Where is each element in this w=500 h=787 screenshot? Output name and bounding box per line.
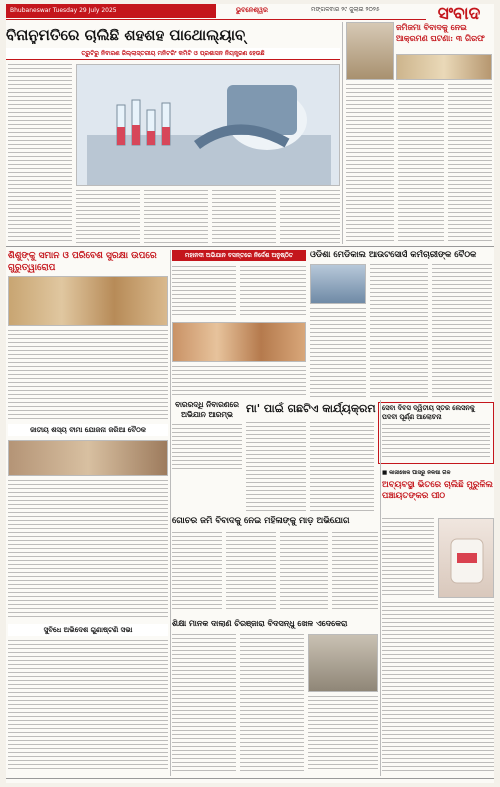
mid-story2-headline: ଗୋଚର ଜମି ବିବାଦକୁ ନେଇ ମହିଳାଙ୍କୁ ମାଡ଼ ଅଭିଯୋଗ — [172, 516, 350, 526]
bottom-mid-col-1 — [172, 634, 236, 772]
right-top-photo-police — [346, 22, 394, 80]
main-story-col-5 — [280, 190, 340, 244]
right-top-col-3 — [448, 84, 492, 244]
right-top-col-2 — [398, 84, 444, 244]
mid-photo-crowd — [172, 322, 306, 362]
right-story2-col-3 — [310, 308, 366, 400]
left-story3-photo — [8, 440, 168, 476]
right-top-col-1 — [346, 84, 394, 244]
main-story-col-2 — [76, 190, 140, 244]
right-bottom-col-2 — [382, 602, 494, 772]
mid-banner: ମହାନଦୀ ଅଭିଯାନ ବସନ୍ତରେ ନିର୍ଦ୍ଦେଶ ଅନୁଷ୍ଠିତ — [172, 250, 306, 261]
left-story2-col-1 — [8, 330, 168, 420]
mid-banner-col-1 — [172, 266, 236, 318]
mid-story-headline: ମା' ପାଇଁ ଗଛଟିଏ କାର୍ଯ୍ୟକ୍ରମ — [246, 402, 376, 415]
mid-story2-col-1 — [172, 532, 222, 612]
location-date-bar: Bhubaneswar Tuesday 29 July 2025 — [6, 4, 216, 18]
main-headline: ବିନାନୁମତିରେ ଚାଲିଛି ଶହଶହ ପାଥୋଲ୍ୟାବ୍ — [6, 26, 246, 44]
main-story-col-4 — [212, 190, 276, 244]
right-story2-col-2 — [432, 264, 492, 400]
right-story2-headline: ଓଡିଶା ମେଡିକାଲ ଆଉଟସୋର୍ସ କର୍ମଚାରୀଙ୍କ ବୈଠକ — [310, 250, 477, 260]
left-story4-col-1 — [172, 424, 242, 472]
left-story5-headline: ସୁବିଧେ ଅଭିଦେଶ ଗୁଣାଷ୍ଟଣି ସଭା — [8, 624, 168, 636]
masthead-rule — [6, 19, 426, 20]
mid-photo-col-1 — [172, 366, 306, 396]
right-bottom-col-1 — [382, 518, 434, 598]
mid-story2-col-2 — [226, 532, 276, 612]
right-bottom-headline: ଅବ୍ୟବସ୍ଥା ଭିତରେ ଚାଲିଛି ମୁରୁଳିଲ ପଞ୍ଚାୟତଙ୍କର ପୀଠ — [382, 480, 493, 501]
left-story2-photo-meeting — [8, 276, 168, 326]
bottom-mid-col-2 — [240, 634, 304, 772]
main-story-col-1 — [8, 64, 72, 244]
right-bottom-kicker: ■ କାଜୀଖେଳ ପାସରୁ ନିକିଷା ଗଳ — [382, 470, 451, 476]
left-story4-headline: ବାରରଦ୍ଧି ନିବାରଣରେ ଅଭିଯାନ ଆରମ୍ଭ — [175, 400, 239, 419]
column-divider-2 — [170, 250, 171, 776]
right-bottom-photo-bandage — [438, 518, 494, 598]
bandage-illustration — [439, 519, 494, 598]
lab-illustration — [77, 65, 340, 186]
column-divider-1 — [342, 22, 343, 244]
section-name: ଭୁବନେଶ୍ୱର — [236, 6, 268, 14]
right-box-col-1 — [382, 424, 490, 460]
left-story3-col-1 — [8, 480, 168, 620]
date-odia: ମଙ୍ଗଳବାର ୨୯ ଜୁଲାଇ ୨୦୨୫ — [311, 6, 380, 13]
right-top-headline: ଜମିଜମା ବିବାଦକୁ ନେଇ ଆକ୍ରମଣ ଘଟଣା: ୩ ଗିରଫ — [396, 22, 485, 43]
right-box-headline: ସେବା ଦିବସ ଦ୍ୱିତୀୟ ସ୍ତର ଲେସନକୁ ପଦବୀ ପୂର୍ଣ୍ଣ ଆଲୋଚନା — [382, 404, 475, 421]
newspaper-logo: ସଂବାଦ — [437, 4, 481, 24]
main-story-photo-lab — [76, 64, 340, 186]
right-top-photo-group — [396, 54, 492, 80]
left-story2-headline: ଶିଶୁଙ୍କୁ ସମାନ ଓ ପରିବେଶ ସୁରକ୍ଷା ଉପରେ ଗୁରୁତ୍ୱାରୋପ — [8, 251, 157, 273]
left-story5-col-1 — [8, 640, 168, 772]
bottom-mid-col-3 — [308, 696, 378, 772]
bottom-mid-headline: ଶିକ୍ଷା ମାନକ ଦାଲାଣ ଚିରଞ୍ଜାରା ବିଦସନ୍ଧୁ ଖେଳ ଏଦେକେରା — [172, 618, 348, 628]
mid-story-col-1 — [246, 422, 306, 512]
newspaper-page — [6, 4, 494, 783]
footer-rule — [6, 778, 494, 779]
bottom-mid-photo — [308, 634, 378, 692]
mid-story2-col-3 — [280, 532, 328, 612]
right-story2-col-1 — [370, 264, 428, 400]
main-story-col-3 — [144, 190, 208, 244]
mid-story-col-2 — [310, 422, 374, 512]
mid-banner-col-2 — [240, 266, 306, 318]
section-rule-1 — [6, 246, 494, 247]
mid-story2-col-4 — [332, 532, 378, 612]
left-story3-headline: ଜାତୀୟ ଶସ୍ୟ ବୀମା ଯୋଜନା ଜରିଆ ବୈଠକ — [8, 424, 168, 436]
main-subhead-bar: ତ୍ରୁଟିରୁ ନିବାରଣ ଜିଲ୍ଲାସ୍ତରୀୟ ମନିଟରିଂ କମିଟି ଓ ପ୍ରଶାସନ ନିୟନ୍ତ୍ରଣ ହେଉଛି — [6, 48, 340, 60]
column-divider-3 — [380, 400, 381, 776]
right-story2-photo — [310, 264, 366, 304]
